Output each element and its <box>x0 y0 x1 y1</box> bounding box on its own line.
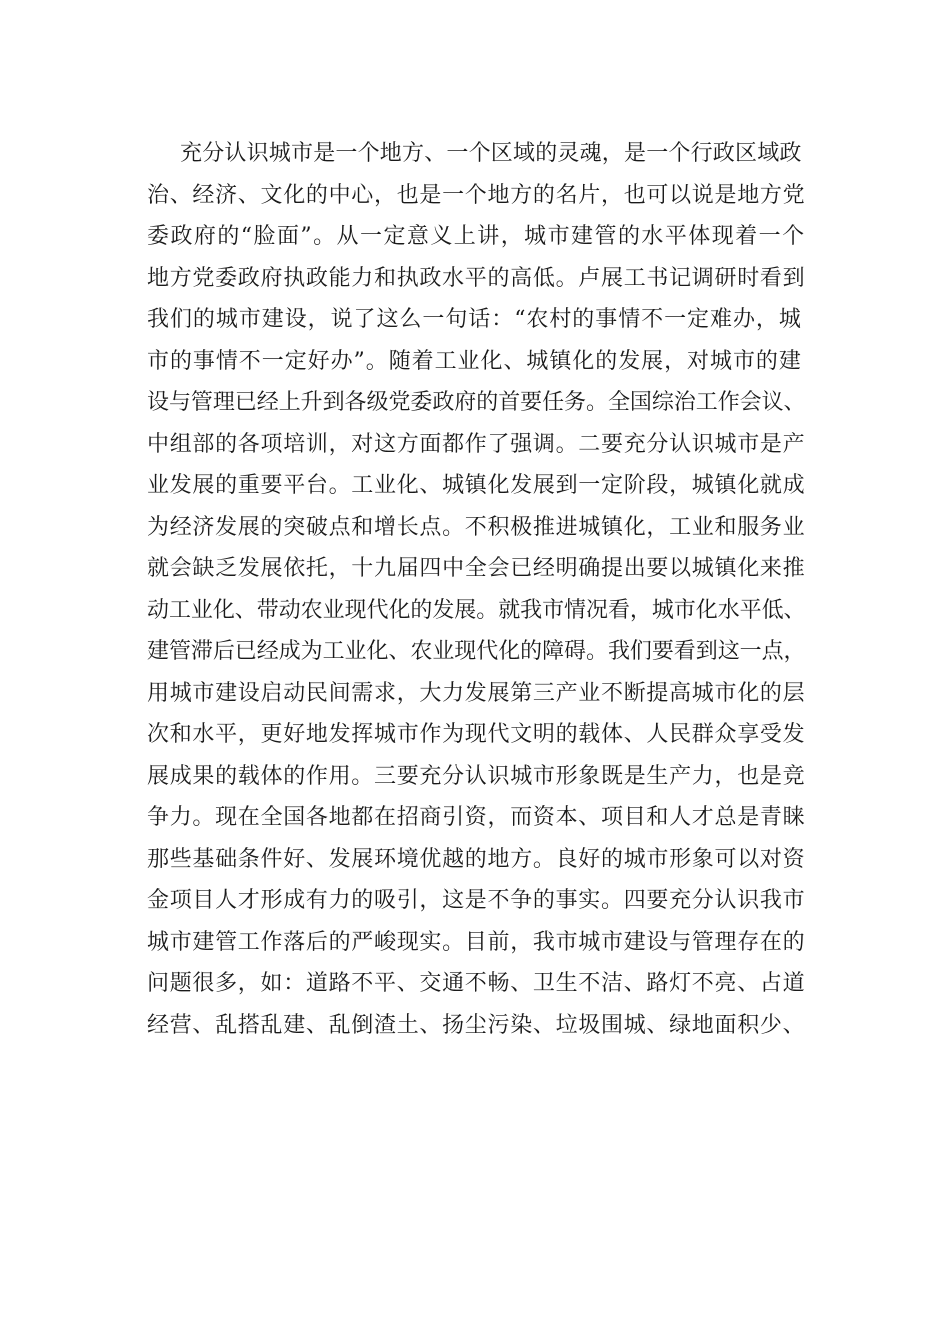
text-line: 问题很多，如：道路不平、交通不畅、卫生不洁、路灯不亮、占道 <box>147 971 806 996</box>
text-line: 市的事情不一定好办”。随着工业化、城镇化的发展，对城市的建 <box>147 348 802 374</box>
text-line: 为经济发展的突破点和增长点。不积极推进城镇化，工业和服务业 <box>147 514 806 540</box>
text-line: 委政府的“脸面”。从一定意义上讲，城市建管的水平体现着一个 <box>147 224 806 249</box>
text-line: 中组部的各项培训，对这方面都作了强调。二要充分认识城市是产 <box>147 431 806 457</box>
text-line: 城市建管工作落后的严峻现实。目前，我市城市建设与管理存在的 <box>147 929 806 955</box>
text-line: 动工业化、带动农业现代化的发展。就我市情况看，城市化水平低、 <box>147 597 806 623</box>
text-line: 地方党委政府执政能力和执政水平的高低。卢展工书记调研时看到 <box>147 265 806 291</box>
text-line: 展成果的载体的作用。三要充分认识城市形象既是生产力，也是竞 <box>147 763 806 789</box>
text-line: 治、经济、文化的中心，也是一个地方的名片，也可以说是地方党 <box>147 182 806 208</box>
text-line: 次和水平，更好地发挥城市作为现代文明的载体、人民群众享受发 <box>147 722 806 747</box>
text-line: 就会缺乏发展依托，十九届四中全会已经明确提出要以城镇化来推 <box>147 556 806 581</box>
body-paragraph <box>147 133 807 1046</box>
text-line: 用城市建设启动民间需求，大力发展第三产业不断提高城市化的层 <box>147 680 806 706</box>
text-line: 金项目人才形成有力的吸引，这是不争的事实。四要充分认识我市 <box>147 888 806 913</box>
text-line: 争力。现在全国各地都在招商引资，而资本、项目和人才总是青睐 <box>147 805 806 830</box>
text-line: 设与管理已经上升到各级党委政府的首要任务。全国综治工作会议、 <box>147 390 806 415</box>
text-line: 充分认识城市是一个地方、一个区域的灵魂，是一个行政区域政 <box>180 141 802 166</box>
text-line: 经营、乱搭乱建、乱倒渣土、扬尘污染、垃圾围城、绿地面积少、 <box>147 1012 806 1038</box>
text-line: 业发展的重要平台。工业化、城镇化发展到一定阶段，城镇化就成 <box>147 473 806 498</box>
text-line: 我们的城市建设，说了这么一句话：“农村的事情不一定难办，城 <box>147 307 802 332</box>
text-line: 那些基础条件好、发展环境优越的地方。良好的城市形象可以对资 <box>147 846 806 872</box>
text-line: 建管滞后已经成为工业化、农业现代化的障碍。我们要看到这一点， <box>147 639 806 664</box>
